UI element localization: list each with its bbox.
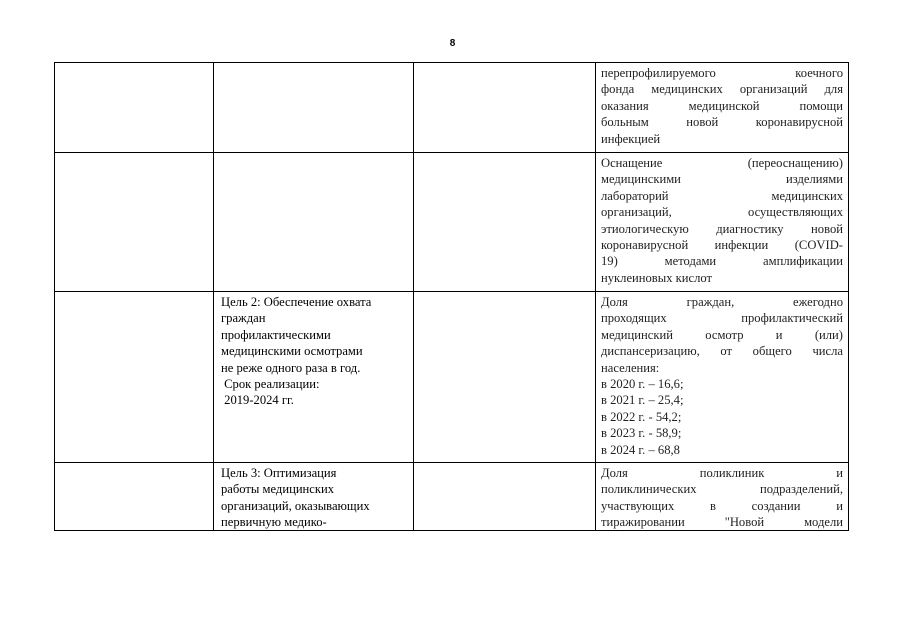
indicator-line: инфекцией [601, 131, 661, 146]
indicator-line: медицинскими изделиями [601, 172, 843, 187]
document-table [54, 62, 849, 531]
indicator-cell [601, 65, 843, 147]
indicator-line: Доля граждан, ежегодно [601, 295, 843, 309]
indicator-cell [601, 155, 843, 286]
column-divider [413, 63, 414, 530]
indicator-line: больным новой коронавирусной [601, 115, 843, 130]
page-number: 8 [449, 38, 456, 49]
goal-line: граждан [221, 311, 266, 326]
indicator-line: тиражировании "Новой модели [601, 515, 843, 530]
indicator-line: участвующих в создании и [601, 498, 843, 513]
indicator-line: Доля поликлиник и [601, 466, 843, 480]
indicator-line: в 2024 г. – 68,8 [601, 442, 680, 457]
indicator-cell [601, 465, 843, 531]
indicator-line: Оснащение (переоснащению) [601, 156, 843, 170]
goal-line: Цель 2: Обеспечение охвата [221, 295, 372, 309]
goal-line: работы медицинских [221, 482, 335, 497]
indicator-line: в 2021 г. – 25,4; [601, 393, 684, 408]
goal-cell [218, 294, 408, 409]
indicator-line: этиологическую диагностику новой [601, 221, 843, 236]
indicator-line: проходящих профилактический [601, 311, 843, 326]
indicator-line: в 2020 г. – 16,6; [601, 377, 684, 392]
indicator-line: организаций, осуществляющих [601, 205, 843, 220]
goal-line: Цель 3: Оптимизация [221, 466, 337, 480]
indicator-line: поликлинических подразделений, [601, 482, 843, 497]
goal-line: 2019-2024 гг. [221, 393, 294, 408]
table-row [55, 291, 848, 462]
table-row [55, 152, 848, 291]
table-row [55, 63, 848, 152]
indicator-line: коронавирусной инфекции (COVID- [601, 238, 843, 253]
goal-line: медицинскими осмотрами [221, 344, 363, 359]
indicator-line: 19) методами амплификации [601, 254, 843, 269]
indicator-line: медицинский осмотр и (или) [601, 327, 843, 342]
goal-line: профилактическими [221, 327, 331, 342]
indicator-line: в 2023 г. - 58,9; [601, 426, 682, 441]
indicator-line: перепрофилируемого коечного [601, 66, 843, 80]
table-row [55, 462, 848, 530]
indicator-cell [601, 294, 843, 458]
column-divider [213, 63, 214, 530]
goal-line: организаций, оказывающих [221, 498, 370, 513]
indicator-line: лабораторий медицинских [601, 188, 843, 203]
goal-line: первичную медико- [221, 515, 327, 530]
indicator-line: в 2022 г. - 54,2; [601, 409, 682, 424]
indicator-line: диспансеризацию, от общего числа [601, 344, 843, 359]
indicator-line: оказания медицинской помощи [601, 98, 843, 113]
goal-line: не реже одного раза в год. [221, 360, 361, 375]
indicator-line: фонда медицинских организаций для [601, 82, 843, 97]
indicator-line: нуклеиновых кислот [601, 270, 713, 285]
column-divider [595, 63, 596, 530]
indicator-line: населения: [601, 360, 660, 375]
goal-cell [218, 465, 408, 531]
goal-line: Срок реализации: [221, 377, 320, 392]
